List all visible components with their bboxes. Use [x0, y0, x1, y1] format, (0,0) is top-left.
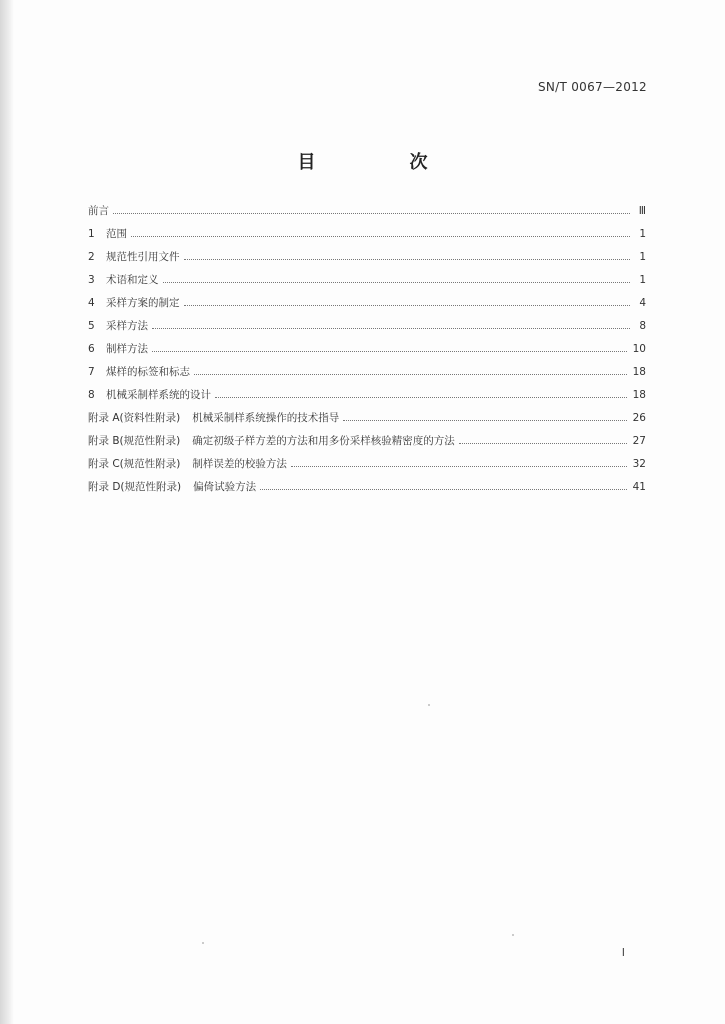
toc-appendix-title: 机械采制样系统操作的技术指导	[192, 412, 340, 424]
toc-entry-number: 7	[88, 366, 95, 378]
toc-entry-text: 煤样的标签和标志	[106, 366, 190, 378]
toc-title: 目 次	[297, 152, 466, 173]
toc-entry-page: 27	[632, 435, 646, 447]
toc-appendix-label: 附录 B(规范性附录)	[88, 435, 181, 447]
toc-entry-text: 前言	[88, 205, 109, 217]
toc-entry-appendix-d[interactable]	[88, 479, 646, 502]
scan-speck	[512, 934, 514, 936]
toc-leader-dots	[215, 396, 627, 398]
toc-leader-dots	[459, 442, 627, 444]
toc-entry-page: 8	[639, 320, 646, 332]
toc-entry-number: 1	[88, 228, 95, 240]
toc-entry-7[interactable]	[88, 364, 646, 387]
document-code: SN/T 0067—2012	[537, 80, 647, 94]
toc-entry-text: 制样方法	[106, 343, 148, 355]
toc-leader-dots	[184, 258, 631, 260]
toc-entry-page: 18	[632, 389, 646, 401]
toc-entry-number: 3	[88, 274, 95, 286]
toc-entry-number: 2	[88, 251, 95, 263]
toc-entry-page: 1	[639, 228, 646, 240]
toc-entry-page: 18	[632, 366, 646, 378]
toc-entry-page: Ⅲ	[638, 205, 646, 217]
toc-leader-dots	[291, 465, 627, 467]
toc-entry-6[interactable]	[88, 341, 646, 364]
toc-leader-dots	[260, 488, 627, 490]
toc-entry-number: 5	[88, 320, 95, 332]
toc-entry-page: 41	[632, 481, 646, 493]
toc-entry-page: 4	[639, 297, 646, 309]
toc-entry-1[interactable]	[88, 226, 646, 249]
toc-appendix-label: 附录 D(规范性附录)	[88, 481, 182, 493]
toc-entry-foreword[interactable]	[88, 203, 646, 226]
toc-entry-4[interactable]	[88, 295, 646, 318]
toc-leader-dots	[131, 235, 630, 237]
toc-entry-page: 10	[632, 343, 646, 355]
toc-entry-text: 采样方法	[106, 320, 148, 332]
toc-entry-appendix-a[interactable]	[88, 410, 646, 433]
toc-appendix-title: 偏倚试验方法	[193, 481, 257, 493]
toc-leader-dots	[152, 350, 627, 352]
toc-leader-dots	[163, 281, 631, 283]
toc-leader-dots	[194, 373, 627, 375]
toc-appendix-title: 制样误差的校验方法	[192, 458, 287, 470]
table-of-contents	[88, 203, 646, 502]
scan-speck	[202, 942, 204, 944]
toc-entry-page: 1	[639, 251, 646, 263]
toc-entry-number: 8	[88, 389, 95, 401]
toc-entry-page: 1	[639, 274, 646, 286]
toc-entry-page: 26	[632, 412, 646, 424]
toc-entry-appendix-c[interactable]	[88, 456, 646, 479]
toc-leader-dots	[184, 304, 631, 306]
toc-entry-number: 4	[88, 297, 95, 309]
toc-entry-number: 6	[88, 343, 95, 355]
page-number: I	[621, 946, 625, 959]
toc-entry-3[interactable]	[88, 272, 646, 295]
toc-entry-text: 采样方案的制定	[106, 297, 180, 309]
toc-entry-text: 范围	[106, 228, 127, 240]
toc-appendix-label: 附录 C(规范性附录)	[88, 458, 181, 470]
scan-speck	[428, 704, 430, 706]
toc-appendix-label: 附录 A(资料性附录)	[88, 412, 181, 424]
toc-entry-8[interactable]	[88, 387, 646, 410]
toc-entry-text: 机械采制样系统的设计	[106, 389, 211, 401]
toc-entry-5[interactable]	[88, 318, 646, 341]
toc-entry-text: 规范性引用文件	[106, 251, 180, 263]
toc-appendix-title: 确定初级子样方差的方法和用多份采样核验精密度的方法	[192, 435, 455, 447]
toc-entry-2[interactable]	[88, 249, 646, 272]
toc-entry-text: 术语和定义	[106, 274, 159, 286]
toc-entry-appendix-b[interactable]	[88, 433, 646, 456]
toc-leader-dots	[152, 327, 630, 329]
toc-entry-page: 32	[632, 458, 646, 470]
toc-leader-dots	[343, 419, 626, 421]
toc-leader-dots	[113, 212, 630, 214]
